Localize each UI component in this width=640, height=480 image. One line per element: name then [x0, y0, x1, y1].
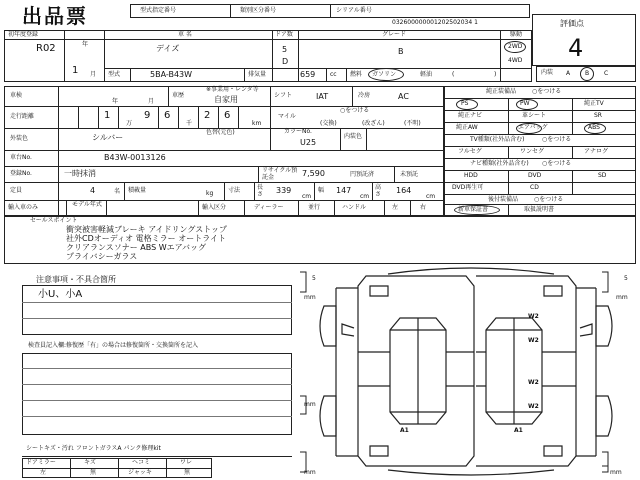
- inspector-title: 検査員記入欄:修復歴「有」の場合は修復箇所・交換箇所を記入: [28, 342, 199, 349]
- right-label: 右: [420, 204, 427, 211]
- bottom-comment: シートキズ・汚れ フロントガラスA パンク修理kit: [26, 445, 161, 452]
- first-reg-year: R02: [36, 43, 56, 54]
- dvd-label: DVD再生可: [452, 184, 484, 191]
- cert-label: 型式指定番号: [140, 7, 177, 14]
- shift-value: IAT: [316, 92, 329, 101]
- width-value: 147: [336, 186, 352, 195]
- shaken-label: 車検: [10, 92, 23, 99]
- serial-label: シリアル番号: [336, 7, 372, 14]
- recycle-status: 円預託済: [350, 171, 375, 178]
- tv-oneseg: ワンセグ: [520, 148, 545, 155]
- dim-bottom-right-unit: mm: [610, 469, 622, 476]
- dim-bottom-left-unit: mm: [304, 469, 316, 476]
- sales-line-4: プライバシーガラス: [66, 252, 138, 261]
- dvd-cd: CD: [530, 184, 539, 191]
- score-box: [532, 14, 636, 66]
- navi-sd: SD: [598, 172, 607, 179]
- import-class-label: 輸入区分: [202, 204, 227, 211]
- interior-grade-c: C: [604, 70, 609, 77]
- option-warranty: 新車保証書: [458, 206, 489, 213]
- navi-hdd: HDD: [464, 172, 478, 179]
- mileage-label: 走行距離: [10, 113, 35, 120]
- color-no-label: カラーNo.: [284, 128, 312, 135]
- cond-header-2: キズ: [84, 459, 96, 466]
- drive-4wd: 4WD: [508, 57, 523, 64]
- capacity-value: 4: [90, 186, 96, 195]
- damage-mark-3: W2: [528, 379, 539, 386]
- dim-top-left-unit: mm: [304, 294, 316, 301]
- equip-sr: SR: [594, 112, 602, 119]
- sales-line-1: 衝突被害軽減ブレーキ アイドリングストップ: [66, 225, 228, 234]
- dealer-label: ディーラー: [254, 204, 284, 211]
- car-damage-diagram: [296, 266, 640, 480]
- cond-header-3: ヘコミ: [132, 459, 151, 466]
- parallel-label: 並行: [308, 204, 321, 211]
- displacement-unit: cc: [330, 71, 337, 78]
- meter-circle-note: ○をつける: [340, 107, 370, 114]
- equip-abs: ABS: [588, 124, 600, 131]
- option-circle-note: ○をつける: [534, 196, 564, 203]
- inspector-box: [22, 353, 292, 435]
- mileage-digit-5: 6: [224, 110, 231, 121]
- interior-label: 内装: [541, 69, 554, 76]
- meter-label: マイル: [278, 113, 296, 120]
- height-unit: cm: [426, 193, 436, 200]
- damage-mark-5: A1: [400, 427, 409, 434]
- chassis-label: 車台No.: [10, 154, 32, 161]
- height-value: 164: [396, 186, 412, 195]
- damage-mark-2: W2: [528, 337, 539, 344]
- chassis-value: B43W-0013126: [104, 153, 166, 162]
- sales-line-3: クリアランスソナー ABS Wエアバッグ: [66, 243, 207, 252]
- equip-leather: 革シート: [522, 112, 547, 119]
- dim-top-left-value: 5: [312, 275, 316, 282]
- option-title: 後付装備品: [488, 196, 519, 203]
- dim-mid-left-unit: mm: [304, 401, 316, 408]
- option-manual: 取扱説明書: [524, 206, 555, 213]
- interior-grade-b: B: [585, 70, 590, 77]
- size-label: 寸法: [228, 187, 241, 194]
- displacement-value: 659: [300, 70, 316, 79]
- shift-label: シフト: [274, 92, 293, 99]
- navi-label: ナビ種類(社外品含む): [470, 160, 529, 167]
- mileage-digit-4: 2: [204, 110, 211, 121]
- cond-value-1: 左: [40, 469, 47, 476]
- equip-navi: 純正ナビ: [458, 112, 483, 119]
- first-reg-month: 1: [72, 65, 79, 76]
- drive-label: 駆動: [510, 31, 523, 38]
- color-no-value: U25: [300, 138, 317, 147]
- cooler-value: AC: [398, 92, 409, 101]
- recycle-none: 未預託: [400, 171, 419, 178]
- cond-value-2: 無: [90, 469, 97, 476]
- auction-sheet: 出品票 型式指定番号 類別区分番号 シリアル番号 032600000001202502034 1 評価点 4 初年度登録 R02 年 1 月 車 名 デイズ ドア数 5 D グレード B 駆動 2WD 4WD 型式 5BA-B43W 排気量 659 cc 燃料 ガソリン 軽油 ( ) 内装 A B C 車検 年 月 車歴 ※事業用・レンタ等 自家用 シフト IAT 冷房 AC 走行距離 1 9 6 2 6 万 千 km マイル ○をつける (交換) (改ざん) (不明) 外装色 シルバー 色替(元色) カラーNo. U25 内装色 車台No. B43W-0013126 登録No. 一時抹消 リサイクル預託金 7,590 円預託済 未預託 定員 4 名 積載量 kg 寸法 長さ 339 cm 幅 147 cm 高さ 164 cm 輸入車のみ モデル年式 輸入区分 ディーラー 並行 ハンドル 左 右 純正装備品 ○をつける PS PW 純正TV 純正ナビ 革シート SR 純正AW エアバッグ ABS TV種類(社外品含む) ○をつける フルセグ ワンセグ アナログ ナビ種類(社外品含む) ○をつける HDD DVD SD DVD再生可 CD 後付装備品 ○をつける 新車保証書 取扱説明書 セールスポイント 衝突被害軽減ブレーキ アイドリングストップ 社外CDオーディオ 電格ミラー オートライト クリアランスソナー ABS Wエアバッグ プライバシーガラス 注意事項・不具合箇所 小U、小A 検査員記入欄:修復歴「有」の場合は修復箇所・交換箇所を記入 シートキズ・汚れ フロントガラスA パンク修理kit ドアミラー キズ ヘコミ ワレ 左 無 ジャッキ 無 5 mm 5 mm mm mm mm W2 W2 W2 W2 A1 A1: [0, 0, 640, 480]
- car-name-label: 車 名: [178, 31, 192, 38]
- year-unit: 年: [82, 41, 89, 48]
- recycle-label: リサイクル預託金: [262, 167, 298, 181]
- mileage-digit-2: 9: [144, 110, 151, 121]
- fuel-label: 燃料: [350, 71, 363, 78]
- navi-dvd: DVD: [528, 172, 542, 179]
- tv-label: TV種類(社外品含む): [470, 136, 525, 143]
- sales-line-2: 社外CDオーディオ 電格ミラー オートライト: [66, 234, 226, 243]
- doors-value: 5: [282, 45, 288, 54]
- handle-label: ハンドル: [342, 204, 367, 211]
- man-unit: 万: [126, 120, 133, 127]
- import-only-label: 輸入車のみ: [8, 204, 39, 211]
- meter-tampered: (改ざん): [362, 120, 385, 127]
- model-value: 5BA-B43W: [150, 70, 193, 79]
- equip-airbag: エアバッグ: [518, 124, 548, 131]
- doors-label: ドア数: [275, 31, 293, 38]
- height-label: 高さ: [375, 184, 382, 198]
- fuel-light: 軽油: [420, 71, 433, 78]
- cond-value-4: 無: [184, 469, 191, 476]
- equip-aw: 純正AW: [456, 124, 478, 131]
- shaken-year-unit: 年: [112, 98, 119, 105]
- km-unit: km: [252, 120, 262, 127]
- car-name-value: デイズ: [156, 44, 180, 53]
- capacity-unit: 名: [114, 188, 121, 195]
- capacity-label: 定員: [10, 187, 23, 194]
- sen-unit: 千: [186, 120, 193, 127]
- notes-text: 小U、小A: [38, 289, 83, 300]
- navi-circle-note: ○をつける: [542, 160, 572, 167]
- month-unit: 月: [90, 71, 97, 78]
- width-unit: cm: [360, 193, 370, 200]
- color-value: シルバー: [92, 133, 124, 142]
- length-label: 長さ: [257, 184, 264, 198]
- use-note: ※事業用・レンタ等: [206, 86, 259, 93]
- recycle-value: 7,590: [302, 169, 325, 178]
- equipment-title: 純正装備品: [486, 88, 517, 95]
- cooler-label: 冷房: [358, 92, 371, 99]
- interior-grade-a: A: [566, 70, 571, 77]
- shaken-month-unit: 月: [148, 98, 155, 105]
- tv-analog: アナログ: [584, 148, 609, 155]
- color-label: 外装色: [10, 135, 29, 142]
- sheet-title: 出品票: [22, 4, 88, 28]
- cond-header-4: ワレ: [180, 459, 193, 466]
- drive-2wd: 2WD: [508, 43, 523, 50]
- sales-title: セールスポイント: [30, 217, 78, 224]
- dim-top-right-value: 5: [624, 275, 628, 282]
- grade-value: B: [398, 47, 404, 56]
- class-label: 類別区分番号: [240, 7, 277, 14]
- use-value: 自家用: [214, 95, 238, 104]
- notes-title: 注意事項・不具合箇所: [36, 275, 116, 284]
- color-change-label: 色替(元色): [206, 129, 235, 136]
- meter-unknown: (不明): [404, 120, 421, 127]
- tv-circle-note: ○をつける: [542, 136, 572, 143]
- score-value: 4: [568, 34, 584, 62]
- length-value: 339: [276, 186, 292, 195]
- damage-mark-6: A1: [514, 427, 523, 434]
- interior-color-label: 内装色: [344, 133, 363, 140]
- left-label: 左: [392, 204, 399, 211]
- dim-top-right-unit: mm: [616, 294, 628, 301]
- equipment-circle-note: ○をつける: [532, 88, 562, 95]
- model-year-label: モデル年式: [72, 201, 102, 208]
- tv-fullseg: フルセグ: [458, 148, 482, 155]
- model-label: 型式: [108, 71, 121, 78]
- load-unit: kg: [206, 190, 214, 197]
- displacement-label: 排気量: [248, 71, 267, 78]
- load-label: 積載量: [128, 187, 147, 194]
- meter-exchange: (交換): [320, 120, 337, 127]
- use-label: 車歴: [172, 92, 185, 99]
- mileage-digit-3: 6: [164, 110, 171, 121]
- damage-mark-4: W2: [528, 403, 539, 410]
- fuel-gas: ガソリン: [372, 71, 397, 78]
- damage-mark-1: W2: [528, 313, 539, 320]
- door-unit: D: [282, 57, 289, 66]
- reg-value: 一時抹消: [64, 169, 96, 178]
- cond-value-3: ジャッキ: [128, 469, 152, 476]
- length-unit: cm: [302, 193, 312, 200]
- reg-label: 登録No.: [10, 170, 32, 177]
- equip-tv: 純正TV: [584, 100, 604, 107]
- grade-label: グレード: [382, 31, 407, 38]
- cond-header-1: ドアミラー: [26, 459, 56, 466]
- score-label: 評価点: [560, 19, 584, 28]
- width-label: 幅: [318, 187, 325, 194]
- equip-ps: PS: [461, 100, 469, 107]
- serial-value: 032600000001202502034 1: [392, 19, 478, 26]
- equip-pw: PW: [520, 100, 530, 107]
- mileage-digit-1: 1: [104, 110, 111, 121]
- first-reg-label: 初年度登録: [8, 31, 39, 38]
